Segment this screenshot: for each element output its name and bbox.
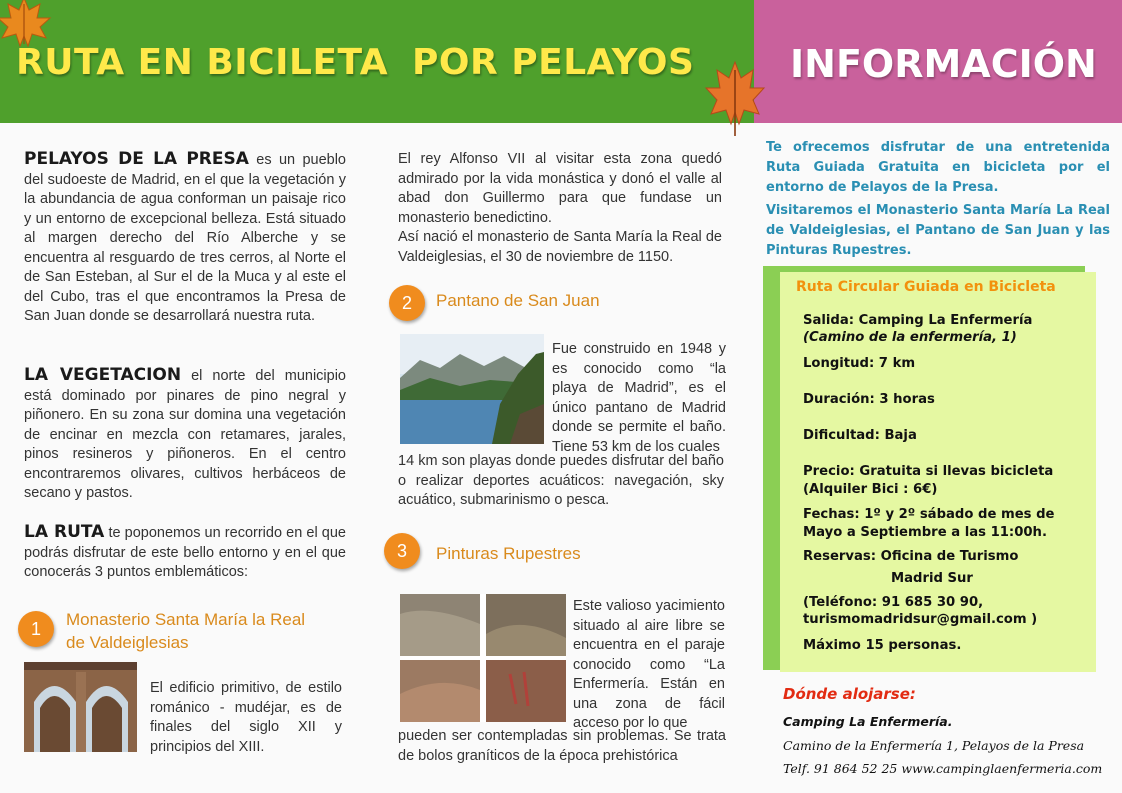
section-2-text-a: Fue construido en 1948 y es conocido como “la playa de Madrid”, es el único pantano de Madrid donde se permite el baño. Tiene 53 km de los cuales <box>552 341 726 455</box>
intro-text-2: Así nació el monasterio de Santa María la Real de Valdeiglesias, el 30 de noviembre de 1150. <box>398 229 722 265</box>
section-1-number: 1 <box>18 611 54 647</box>
route-reservas-line1: Reservas: Oficina de Turismo <box>803 549 1019 564</box>
section-1-title-line2: de Valdeiglesias <box>66 633 189 652</box>
stay-title: Dónde alojarse: <box>783 685 916 703</box>
stay-name: Camping La Enfermería. <box>783 714 953 729</box>
route-telefono: (Teléfono: 91 685 30 90, <box>803 595 984 610</box>
route-fechas-line2: Mayo a Septiembre a las 11:00h. <box>803 525 1047 540</box>
header-title-left: RUTA EN BICILETA <box>16 42 389 83</box>
vegetacion-text: el norte del municipio está dominado por pinares de pino negral y piñonero. En su zona sur domina una vegetación de encinar en mezcla con retamares, jarales, pinos resineros y piñoneros. En el centro encontraremos olivares, cultivos herbáceos de secano y pastos. <box>24 368 346 501</box>
route-reservas-line2: Madrid Sur <box>891 571 973 586</box>
route-fechas-line1: Fechas: 1º y 2º sábado de mes de <box>803 507 1055 522</box>
pelayos-paragraph <box>24 150 346 327</box>
section-3-text-b: pueden ser contempladas sin problemas. Se trata de bolos graníticos de la época prehistórica <box>398 728 726 764</box>
section-3-text-a: Este valioso yacimiento situado al aire libre se encuentra en el paraje conocido como “La Enfermería. Están en una zona de fácil acceso por lo que <box>573 598 725 731</box>
info-paragraph-1: Te ofrecemos disfrutar de una entretenida Ruta Guiada Gratuita en bicicleta por el entorno de Pelayos de la Presa. <box>766 140 1110 195</box>
route-card-title: Ruta Circular Guiada en Bicicleta <box>796 279 1056 295</box>
route-longitud: Longitud: 7 km <box>803 356 916 371</box>
stay-telephone-web: Telf. 91 864 52 25 www.campinglaenfermeria.com <box>783 761 1103 776</box>
route-precio: Precio: Gratuita si llevas bicicleta <box>803 464 1054 479</box>
pelayos-keyword: PELAYOS DE LA PRESA <box>24 149 249 169</box>
ruta-text: te poponemos un recorrido en el que podrás disfrutar de este bello entorno y en el que conocerás 3 puntos emblemáticos: <box>24 525 346 580</box>
maple-leaf-icon <box>704 58 766 138</box>
section-2-number: 2 <box>389 285 425 321</box>
maple-leaf-icon <box>0 0 54 50</box>
rock-paintings-photo-grid <box>400 594 566 722</box>
monastery-photo <box>24 662 137 752</box>
route-salida: Salida: Camping La Enfermería <box>803 313 1033 328</box>
intro-text: El rey Alfonso VII al visitar esta zona quedó admirado por la vida monástica y donó el valle al abad don Guillermo para que fundase un monasterio benedictino. <box>398 151 722 226</box>
route-email: turismomadridsur@gmail.com ) <box>803 612 1038 627</box>
route-duracion: Duración: 3 horas <box>803 392 935 407</box>
section-2-title: Pantano de San Juan <box>436 291 600 310</box>
info-paragraph-2: Visitaremos el Monasterio Santa María La Real de Valdeiglesias, el Pantano de San Juan y las Pinturas Rupestres. <box>766 203 1110 258</box>
vegetacion-keyword: LA VEGETACION <box>24 365 182 385</box>
header-title-mid: POR PELAYOS <box>412 42 695 83</box>
route-salida-sub: (Camino de la enfermería, 1) <box>803 330 1017 345</box>
header-title-info: INFORMACIÓN <box>790 42 1097 86</box>
reservoir-photo <box>400 334 544 444</box>
route-dificultad: Dificultad: Baja <box>803 428 917 443</box>
vegetacion-paragraph <box>24 366 346 504</box>
ruta-keyword: LA RUTA <box>24 522 105 542</box>
route-maximo: Máximo 15 personas. <box>803 638 962 653</box>
section-3-number: 3 <box>384 533 420 569</box>
route-alquiler: (Alquiler Bici : 6€) <box>803 482 938 497</box>
intro-paragraph <box>398 150 722 267</box>
section-1-title-line1: Monasterio Santa María la Real <box>66 610 306 629</box>
stay-address: Camino de la Enfermería 1, Pelayos de la Presa <box>783 738 1085 753</box>
section-3-title: Pinturas Rupestres <box>436 544 581 563</box>
ruta-paragraph <box>24 523 346 583</box>
section-1-text: El edificio primitivo, de estilo románico - mudéjar, es de finales del siglo XII y principios del XIII. <box>150 680 342 755</box>
section-2-text-b: 14 km son playas donde puedes disfrutar del baño o realizar deportes acuáticos: navegación, sky acuático, submarinismo o pesca. <box>398 453 724 508</box>
pelayos-text: es un pueblo del sudoeste de Madrid, en el que la vegetación y la abundancia de agua conforman un paisaje rico y un entorno de excepcional belleza. Está situado al margen derecho del Río Alberche y se encuentra al resguardo de tres cerros, al Norte el de San Esteban, al Sur el de la Muca y al este el del Cubo, tras el que encontramos la Presa de San Juan donde se desarrollará nuestra ruta. <box>24 152 346 324</box>
